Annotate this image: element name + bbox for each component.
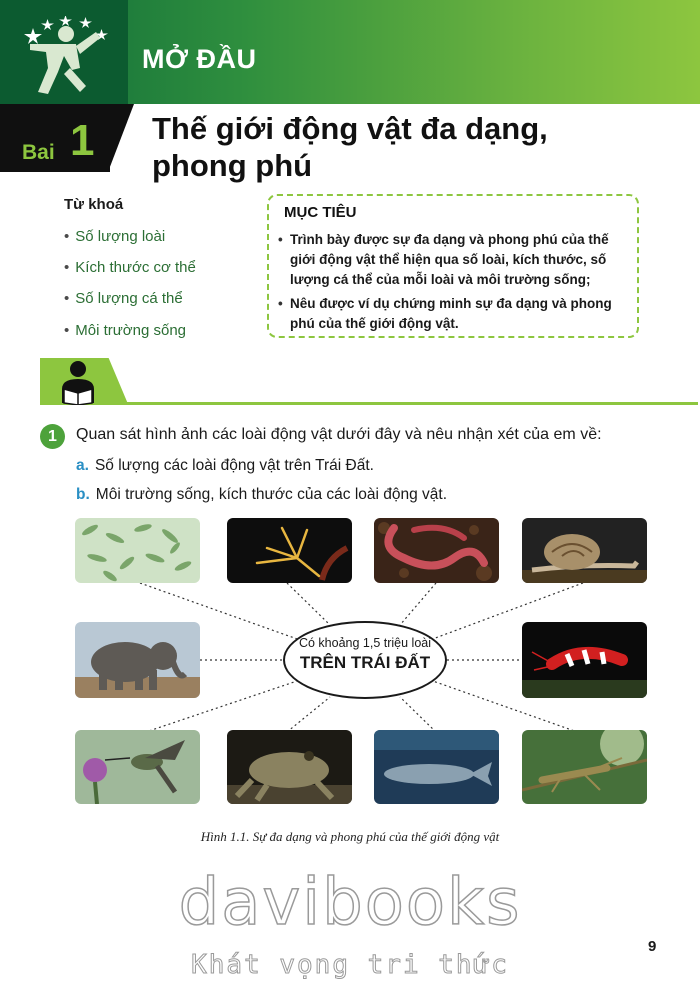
keyword-item: • Môi trường sống [64, 322, 187, 339]
watermark-slogan: Khát vọng tri thức [191, 950, 509, 980]
objective-item: • Nêu được ví dụ chứng minh sự đa dạng và phong phú của thế giới động vật. [278, 296, 612, 331]
photo-earthworm [374, 518, 499, 583]
center-title: TRÊN TRÁI ĐẤT [299, 653, 431, 672]
photo-grasshopper [522, 730, 647, 804]
figure-caption: Hình 1.1. Sự đa dạng và phong phú của thế giới động vật [200, 829, 500, 844]
question-text: Quan sát hình ảnh các loài động vật dưới đây và nêu nhận xét của em về: [76, 426, 602, 443]
question-number-badge: 1 [40, 424, 65, 449]
keyword-item: • Số lượng cá thể [64, 290, 183, 307]
photo-snail [522, 518, 647, 583]
lesson-title-line1: Thế giới động vật đa dạng, [152, 111, 548, 146]
objective-item: • Trình bày được sự đa dạng và phong phú của thế giới động vật thể hiện qua số loài, kích thước, số lượng cá thể của mỗi loài và môi trường sống; [278, 232, 609, 287]
center-subtitle: Có khoảng 1,5 triệu loài [298, 636, 432, 650]
photo-hydra [227, 518, 352, 583]
lesson-label: Bai [22, 141, 55, 164]
photo-shrimp [522, 622, 647, 698]
photo-frog [227, 730, 352, 804]
page-number: 9 [648, 938, 657, 955]
keywords-heading: Từ khoá [64, 196, 124, 213]
watermark-brand: davibooks [178, 866, 522, 940]
question-part-a: a. Số lượng các loài động vật trên Trái Đất. [76, 457, 374, 474]
photo-whale [374, 730, 499, 804]
question-part-b: b. Môi trường sống, kích thước của các loài động vật. [76, 486, 448, 503]
keyword-item: • Kích thước cơ thể [64, 259, 196, 276]
objectives-heading: MỤC TIÊU [284, 204, 357, 221]
keyword-item: • Số lượng loài [64, 228, 166, 245]
lesson-title-line2: phong phú [152, 148, 313, 183]
lesson-number: 1 [70, 116, 95, 165]
section-title: MỞ ĐẦU [142, 44, 257, 74]
photo-euglena [75, 518, 200, 583]
photo-elephant [75, 622, 200, 698]
photo-hummingbird [75, 730, 200, 804]
